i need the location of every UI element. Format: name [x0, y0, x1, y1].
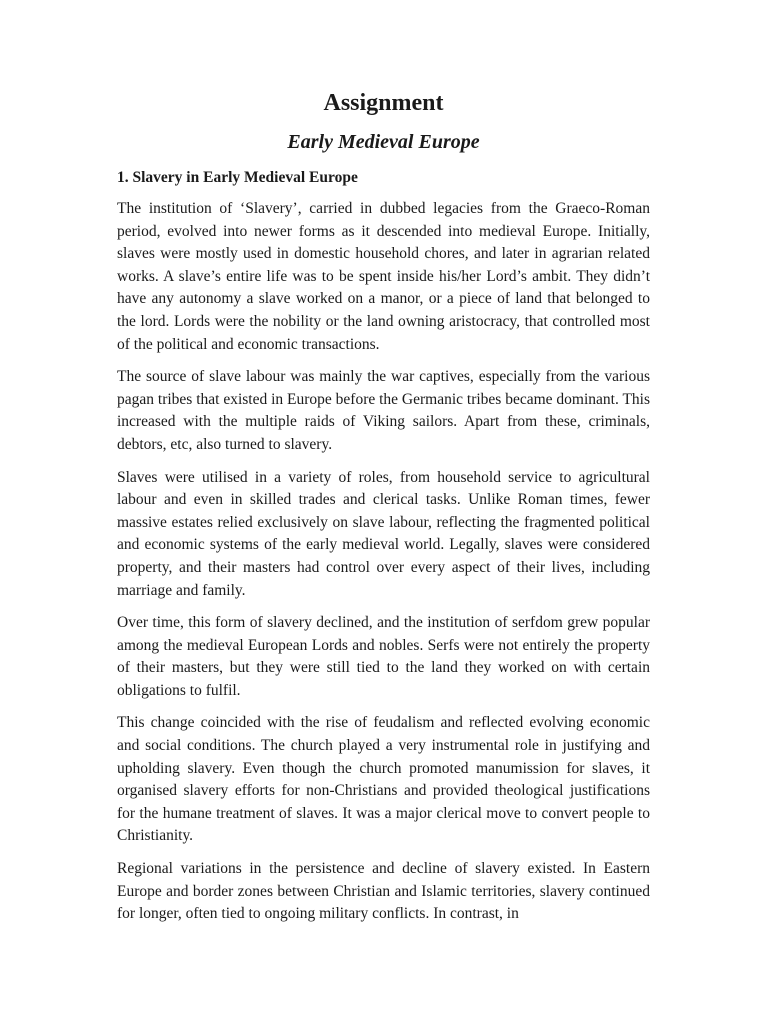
paragraph-3: Slaves were utilised in a variety of roles, from household service to agricultural labour and even in skilled trades and clerical tasks. Unlike Roman times, fewer massive estates relied exclusively on slave labour, reflecting the fragmented political and economic systems of the early medieval world. Legally, slaves were considered property, and their masters had control over every aspect of their lives, including marriage and family. [117, 468, 650, 599]
document-title: Assignment [323, 90, 444, 116]
paragraph-4: Over time, this form of slavery declined, and the institution of serfdom grew popular among the medieval European Lords and nobles. Serfs were not entirely the property of their masters, but they were still tied to the land they worked on with certain obligations to fulfil. [117, 614, 650, 699]
paragraph-1: The institution of ‘Slavery’, carried in dubbed legacies from the Graeco-Roman period, evolved into newer forms as it descended into medieval Europe. Initially, slaves were mostly used in domestic household chores, and later in agrarian related works. A slave’s entire life was to be spent inside his/her Lord’s ambit. They didn’t have any autonomy a slave worked on a manor, or a piece of land that belonged to the lord. Lords were the nobility or the land owning aristocracy, that controlled most of the political and economic transactions. [117, 200, 650, 353]
paragraph-5: This change coincided with the rise of feudalism and reflected evolving economic and social conditions. The church played a very instrumental role in justifying and upholding slavery. Even though the church promoted manumission for slaves, it organised slavery efforts for non-Christians and provided theological justifications for the humane treatment of slaves. It was a major clerical move to convert people to Christianity. [117, 714, 650, 845]
paragraph-2: The source of slave labour was mainly the war captives, especially from the various pagan tribes that existed in Europe before the Germanic tribes became dominant. This increased with the multiple raids of Viking sailors. Apart from these, criminals, debtors, etc, also turned to slavery. [117, 368, 650, 453]
paragraph-6: Regional variations in the persistence and decline of slavery existed. In Eastern Europe and border zones between Christian and Islamic territories, slavery continued for longer, often tied to ongoing military conflicts. In contrast, in [117, 860, 650, 923]
document-page [117, 86, 650, 926]
section-heading: 1. Slavery in Early Medieval Europe [117, 169, 358, 186]
document-subtitle: Early Medieval Europe [287, 131, 480, 153]
